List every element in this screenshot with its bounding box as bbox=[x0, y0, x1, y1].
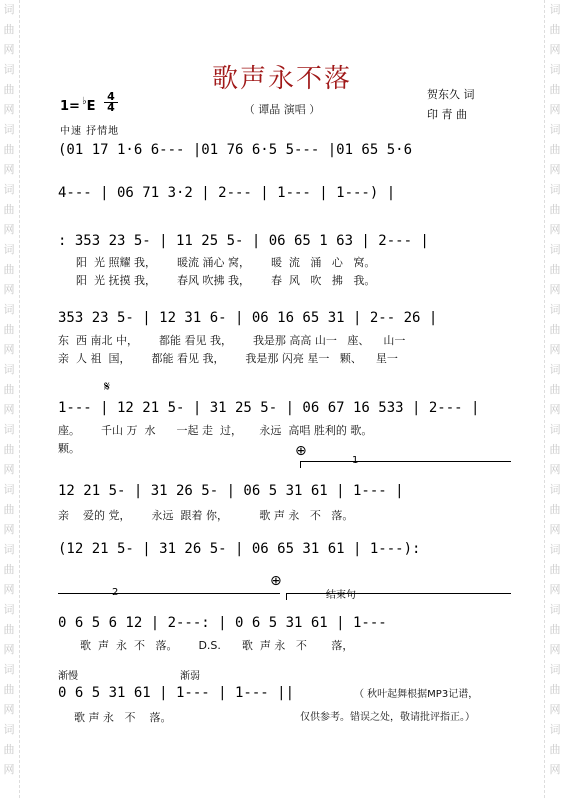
watermark-glyph-group: 词 曲 网 bbox=[3, 663, 15, 716]
notation-row-7: (12 21 5- | 31 26 5- | 06 65 31 61 | 1---): bbox=[58, 541, 421, 557]
notation-row-4: 353 23 5- | 12 31 6- | 06 16 65 31 | 2-- 26 | bbox=[58, 310, 438, 326]
watermark-glyph-group: 词 曲 网 bbox=[3, 723, 15, 776]
coda-bracket bbox=[286, 593, 511, 600]
watermark-glyph-group: 词 曲 网 bbox=[3, 423, 15, 476]
transcription-note: （ 秋叶起舞根据MP3记谱， bbox=[354, 689, 479, 700]
watermark-glyph-group: 词 曲 网 bbox=[549, 483, 561, 536]
ritardando-marking: 渐慢 bbox=[58, 671, 78, 682]
lyrics-line: 亲 爱的 党， 永远 跟着 你， 歌 声 永 不 落。 bbox=[58, 509, 354, 522]
lyrics-line: 阳 光 抚摸 我， 春风 吹拂 我， 春 风 吹 拂 我。 bbox=[76, 274, 376, 287]
notation-row-1: (01 17 1·6 6--- |01 76 6·5 5--- |01 65 5·6 bbox=[58, 142, 413, 158]
key-signature: 1= ♭E bbox=[60, 96, 96, 114]
watermark-glyph-group: 词 曲 网 bbox=[3, 63, 15, 116]
lyrics-line: 座。 千山 万 水 一起 走 过， 永远 高唱 胜利的 歌。 bbox=[58, 424, 373, 437]
time-signature: 4 4 bbox=[104, 92, 118, 113]
coda-sign: ⊕ bbox=[295, 443, 307, 459]
watermark-glyph-group: 词 曲 网 bbox=[3, 543, 15, 596]
volta-bracket-1 bbox=[300, 461, 511, 468]
coda-label: 结束句 bbox=[326, 590, 356, 601]
watermark-glyph-group: 词 曲 网 bbox=[3, 603, 15, 656]
watermark-glyph-group: 词 曲 网 bbox=[549, 543, 561, 596]
lyrics-line: 颗。 bbox=[58, 442, 80, 455]
watermark-glyph-group: 词 曲 网 bbox=[549, 183, 561, 236]
watermark-glyph-group: 词 曲 网 bbox=[549, 303, 561, 356]
lyrics-line: 亲 人 祖 国， 都能 看见 我， 我是那 闪亮 星一 颗、 星一 bbox=[58, 352, 398, 365]
notation-row-5: 1--- | 12 21 5- | 31 25 5- | 06 67 16 533 | 2--- | bbox=[58, 400, 480, 416]
watermark-glyph-group: 词 曲 网 bbox=[549, 363, 561, 416]
transcription-note-2: 仅供参考。错误之处，敬请批评指正。） bbox=[300, 712, 475, 723]
watermark-glyph-group: 词 曲 网 bbox=[3, 183, 15, 236]
tempo-marking: 中速 抒情地 bbox=[60, 126, 120, 137]
lyrics-line: 阳 光 照耀 我， 暖流 涌心 窝， 暖 流 涌 心 窝。 bbox=[76, 256, 376, 269]
watermark-glyph-group: 词 曲 网 bbox=[549, 123, 561, 176]
diminuendo-marking: 渐弱 bbox=[180, 671, 200, 682]
lyrics-line: 歌 声 永 不 落。 D.S. 歌 声 永 不 落， bbox=[80, 639, 354, 652]
watermark-glyph-group: 词 曲 网 bbox=[549, 423, 561, 476]
song-title: 歌声永不落 bbox=[211, 64, 352, 94]
watermark-glyph-group: 词 曲 网 bbox=[549, 723, 561, 776]
lyrics-line: 东 西 南北 中， 都能 看见 我， 我是那 高高 山一 座、 山一 bbox=[58, 334, 406, 347]
coda-sign: ⊕ bbox=[270, 573, 282, 589]
watermark-glyph-group: 词 曲 网 bbox=[3, 303, 15, 356]
watermark-glyph-group: 词 曲 网 bbox=[549, 603, 561, 656]
notation-row-8: 0 6 5 6 12 | 2---: | 0 6 5 31 61 | 1--- bbox=[58, 615, 396, 631]
watermark-glyph-group: 词 曲 网 bbox=[3, 123, 15, 176]
watermark-glyph-group: 词 曲 网 bbox=[3, 483, 15, 536]
watermark-glyph-group: 词 曲 网 bbox=[549, 243, 561, 296]
volta-number-2: 2 bbox=[112, 587, 119, 598]
segno-sign: 𝄋 bbox=[104, 379, 111, 395]
performer: （ 谭晶 演唱 ） bbox=[243, 103, 321, 116]
notation-row-2: 4--- | 06 71 3·2 | 2--- | 1--- | 1---) | bbox=[58, 185, 396, 201]
watermark-right bbox=[548, 0, 562, 780]
composer: 印 青 曲 bbox=[427, 108, 467, 121]
notation-row-6: 12 21 5- | 31 26 5- | 06 5 31 61 | 1--- | bbox=[58, 483, 404, 499]
watermark-glyph-group: 词 曲 网 bbox=[3, 243, 15, 296]
watermark-glyph-group: 词 曲 网 bbox=[549, 663, 561, 716]
lyricist: 贺东久 词 bbox=[427, 88, 475, 101]
watermark-glyph-group: 词 曲 网 bbox=[549, 3, 561, 56]
watermark-glyph-group: 词 曲 网 bbox=[3, 363, 15, 416]
volta-bracket-2 bbox=[58, 593, 280, 600]
notation-row-9: 0 6 5 31 61 | 1--- | 1--- || bbox=[58, 685, 295, 701]
watermark-glyph-group: 词 曲 网 bbox=[3, 3, 15, 56]
watermark-glyph-group: 词 曲 网 bbox=[549, 63, 561, 116]
lyrics-line: 歌 声 永 不 落。 bbox=[74, 711, 172, 724]
watermark-left bbox=[2, 0, 16, 780]
notation-row-3: : 353 23 5- | 11 25 5- | 06 65 1 63 | 2--- | bbox=[58, 233, 429, 249]
volta-number-1: 1 bbox=[352, 455, 359, 466]
